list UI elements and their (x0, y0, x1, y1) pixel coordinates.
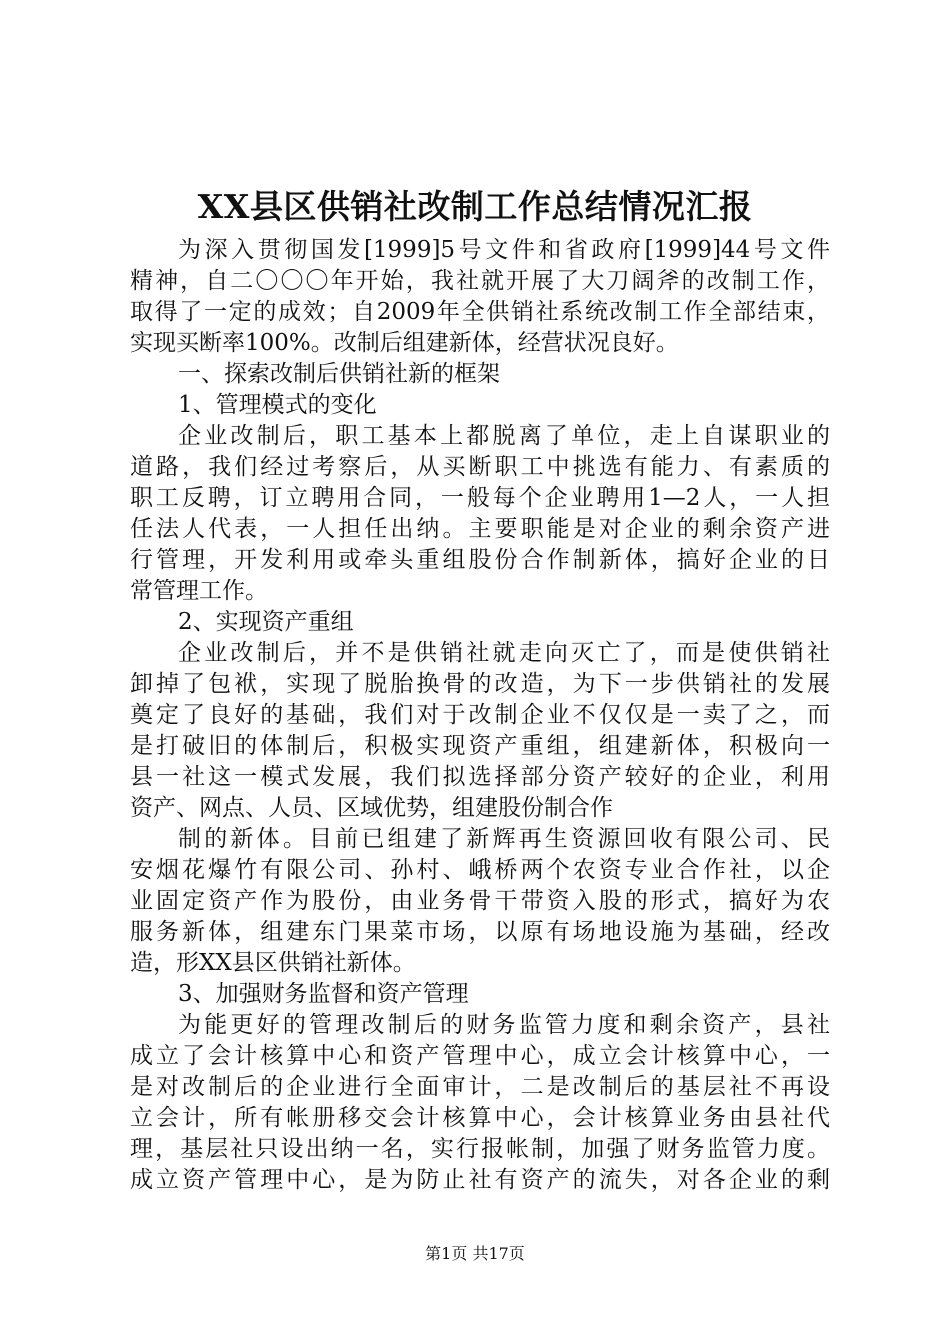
document-body (130, 235, 830, 1196)
body-line: 常管理工作。 (130, 578, 268, 604)
body-line: 奠定了良好的基础，我们对于改制企业不仅仅是一卖了之，而 (130, 702, 830, 728)
body-line: 服务新体，组建东门果菜市场，以原有场地设施为基础，经改 (130, 919, 830, 945)
body-line: 任法人代表，一人担任出纳。主要职能是对企业的剩余资产进 (130, 516, 830, 542)
body-line: 取得了一定的成效；自2009年全供销社系统改制工作全部结束， (130, 299, 830, 325)
body-line: 道路，我们经过考察后，从买断职工中挑选有能力、有素质的 (130, 454, 830, 480)
body-line: 卸掉了包袱，实现了脱胎换骨的改造，为下一步供销社的发展 (130, 671, 830, 697)
body-line: 2、实现资产重组 (178, 609, 354, 635)
body-line: 造，形XX县区供销社新体。 (130, 950, 416, 976)
body-line: 企业改制后，职工基本上都脱离了单位，走上自谋职业的 (178, 423, 830, 449)
body-line: 为能更好的管理改制后的财务监管力度和剩余资产，县社 (178, 1012, 830, 1038)
body-line: 是打破旧的体制后，积极实现资产重组，组建新体，积极向一 (130, 733, 830, 759)
body-line: 精神，自二〇〇〇年开始，我社就开展了大刀阔斧的改制工作， (130, 268, 830, 294)
body-line: 实现买断率100%。改制后组建新体，经营状况良好。 (130, 330, 679, 356)
body-line: 行管理，开发利用或牵头重组股份合作制新体，搞好企业的日 (130, 547, 830, 573)
body-line: 1、管理模式的变化 (178, 392, 377, 418)
body-line: 职工反聘，订立聘用合同，一般每个企业聘用1—2人，一人担 (130, 485, 830, 511)
body-line: 理，基层社只设出纳一名，实行报帐制，加强了财务监管力度。 (130, 1136, 830, 1162)
body-line: 是对改制后的企业进行全面审计，二是改制后的基层社不再设 (130, 1074, 830, 1100)
body-line: 成立资产管理中心，是为防止社有资产的流失，对各企业的剩 (130, 1167, 830, 1193)
body-line: 安烟花爆竹有限公司、孙村、峨桥两个农资专业合作社，以企 (130, 857, 830, 883)
body-line: 业固定资产作为股份，由业务骨干带资入股的形式，搞好为农 (130, 888, 830, 914)
body-line: 制的新体。目前已组建了新辉再生资源回收有限公司、民 (178, 826, 830, 852)
document-title: XX县区供销社改制工作总结情况汇报 (197, 187, 753, 226)
page-footer: 第1页 共17页 (425, 1244, 525, 1263)
body-line: 3、加强财务监督和资产管理 (178, 981, 469, 1007)
body-line: 为深入贯彻国发[1999]5号文件和省政府[1999]44号文件 (178, 237, 830, 263)
body-line: 资产、网点、人员、区域优势，组建股份制合作 (130, 795, 613, 821)
body-line: 成立了会计核算中心和资产管理中心，成立会计核算中心，一 (130, 1043, 830, 1069)
body-line: 立会计，所有帐册移交会计核算中心，会计核算业务由县社代 (130, 1105, 830, 1131)
body-line: 企业改制后，并不是供销社就走向灭亡了，而是使供销社 (178, 640, 830, 666)
body-line: 县一社这一模式发展，我们拟选择部分资产较好的企业，利用 (130, 764, 830, 790)
body-line: 一、探索改制后供销社新的框架 (178, 361, 500, 387)
